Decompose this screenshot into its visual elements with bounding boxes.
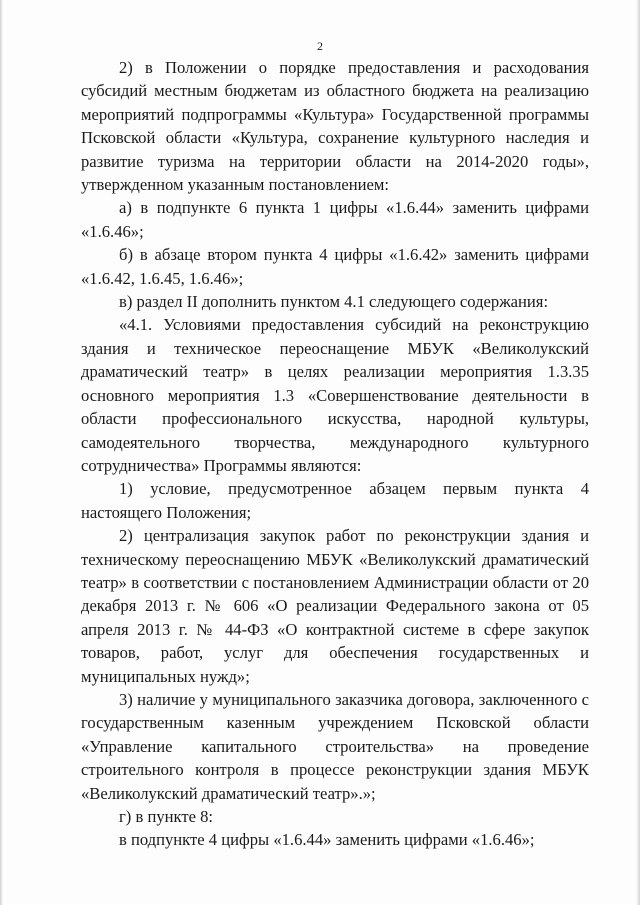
document-body	[81, 56, 589, 852]
paragraph-item-g: г) в пункте 8:	[119, 807, 214, 826]
scan-edge-left	[0, 0, 3, 905]
page-number: 2	[317, 39, 323, 53]
paragraph-clause-4-1: «4.1. Условиями предоставления субсидий на реконструкцию здания и техническое переоснащение МБУК «Великолукский драматический театр» в целях реализации мероприятия 1.3.35 основного мероприятия 1.3 «Совершенствование деятельности в области профессионального искусства, народной культуры, самодеятельного творчества, международного культурного сотрудничества» Программы являются:	[81, 315, 589, 475]
paragraph-condition-3: 3) наличие у муниципального заказчика договора, заключенного с государственным казенным учреждением Псковской области «Управление капитального строительства» на проведение строительного контроля в процессе реконструкции здания МБУК «Великолукский драматический театр».»;	[81, 689, 589, 803]
scan-edge-right	[636, 0, 640, 905]
paragraph-condition-2: 2) централизация закупок работ по реконструкции здания и техническому переоснащению МБУК «Великолукский драматический театр» в соответствии с постановлением Администрации области от 20 декабря 2013 г. № 606 «О реализации Федерального закона от 05 апреля 2013 г. № 44-ФЗ «О контрактной системе в сфере закупок товаров, работ, услуг для обеспечения государственных и муниципальных нужд»;	[81, 526, 589, 686]
paragraph-item-a: а) в подпункте 6 пункта 1 цифры «1.6.44» заменить цифрами «1.6.46»;	[81, 198, 589, 241]
paragraph-item-b: б) в абзаце втором пункта 4 цифры «1.6.42» заменить цифрами «1.6.42, 1.6.45, 1.6.46»;	[81, 245, 589, 288]
paragraph-subitem-4: в подпункте 4 цифры «1.6.44» заменить цифрами «1.6.46»;	[119, 830, 535, 850]
paragraph-condition-1: 1) условие, предусмотренное абзацем первым пункта 4 настоящего Положения;	[81, 479, 589, 522]
paragraph-item-v: в) раздел II дополнить пунктом 4.1 следующего содержания:	[119, 292, 549, 312]
paragraph-amendment-2: 2) в Положении о порядке предоставления и расходования субсидий местным бюджетам из областного бюджета на реализацию мероприятий подпрограммы «Культура» Государственной программы Псковской области «Культура, сохранение культурного наследия и развитие туризма на территории области на 2014-2020 годы», утвержденном указанным постановлением:	[81, 58, 589, 195]
